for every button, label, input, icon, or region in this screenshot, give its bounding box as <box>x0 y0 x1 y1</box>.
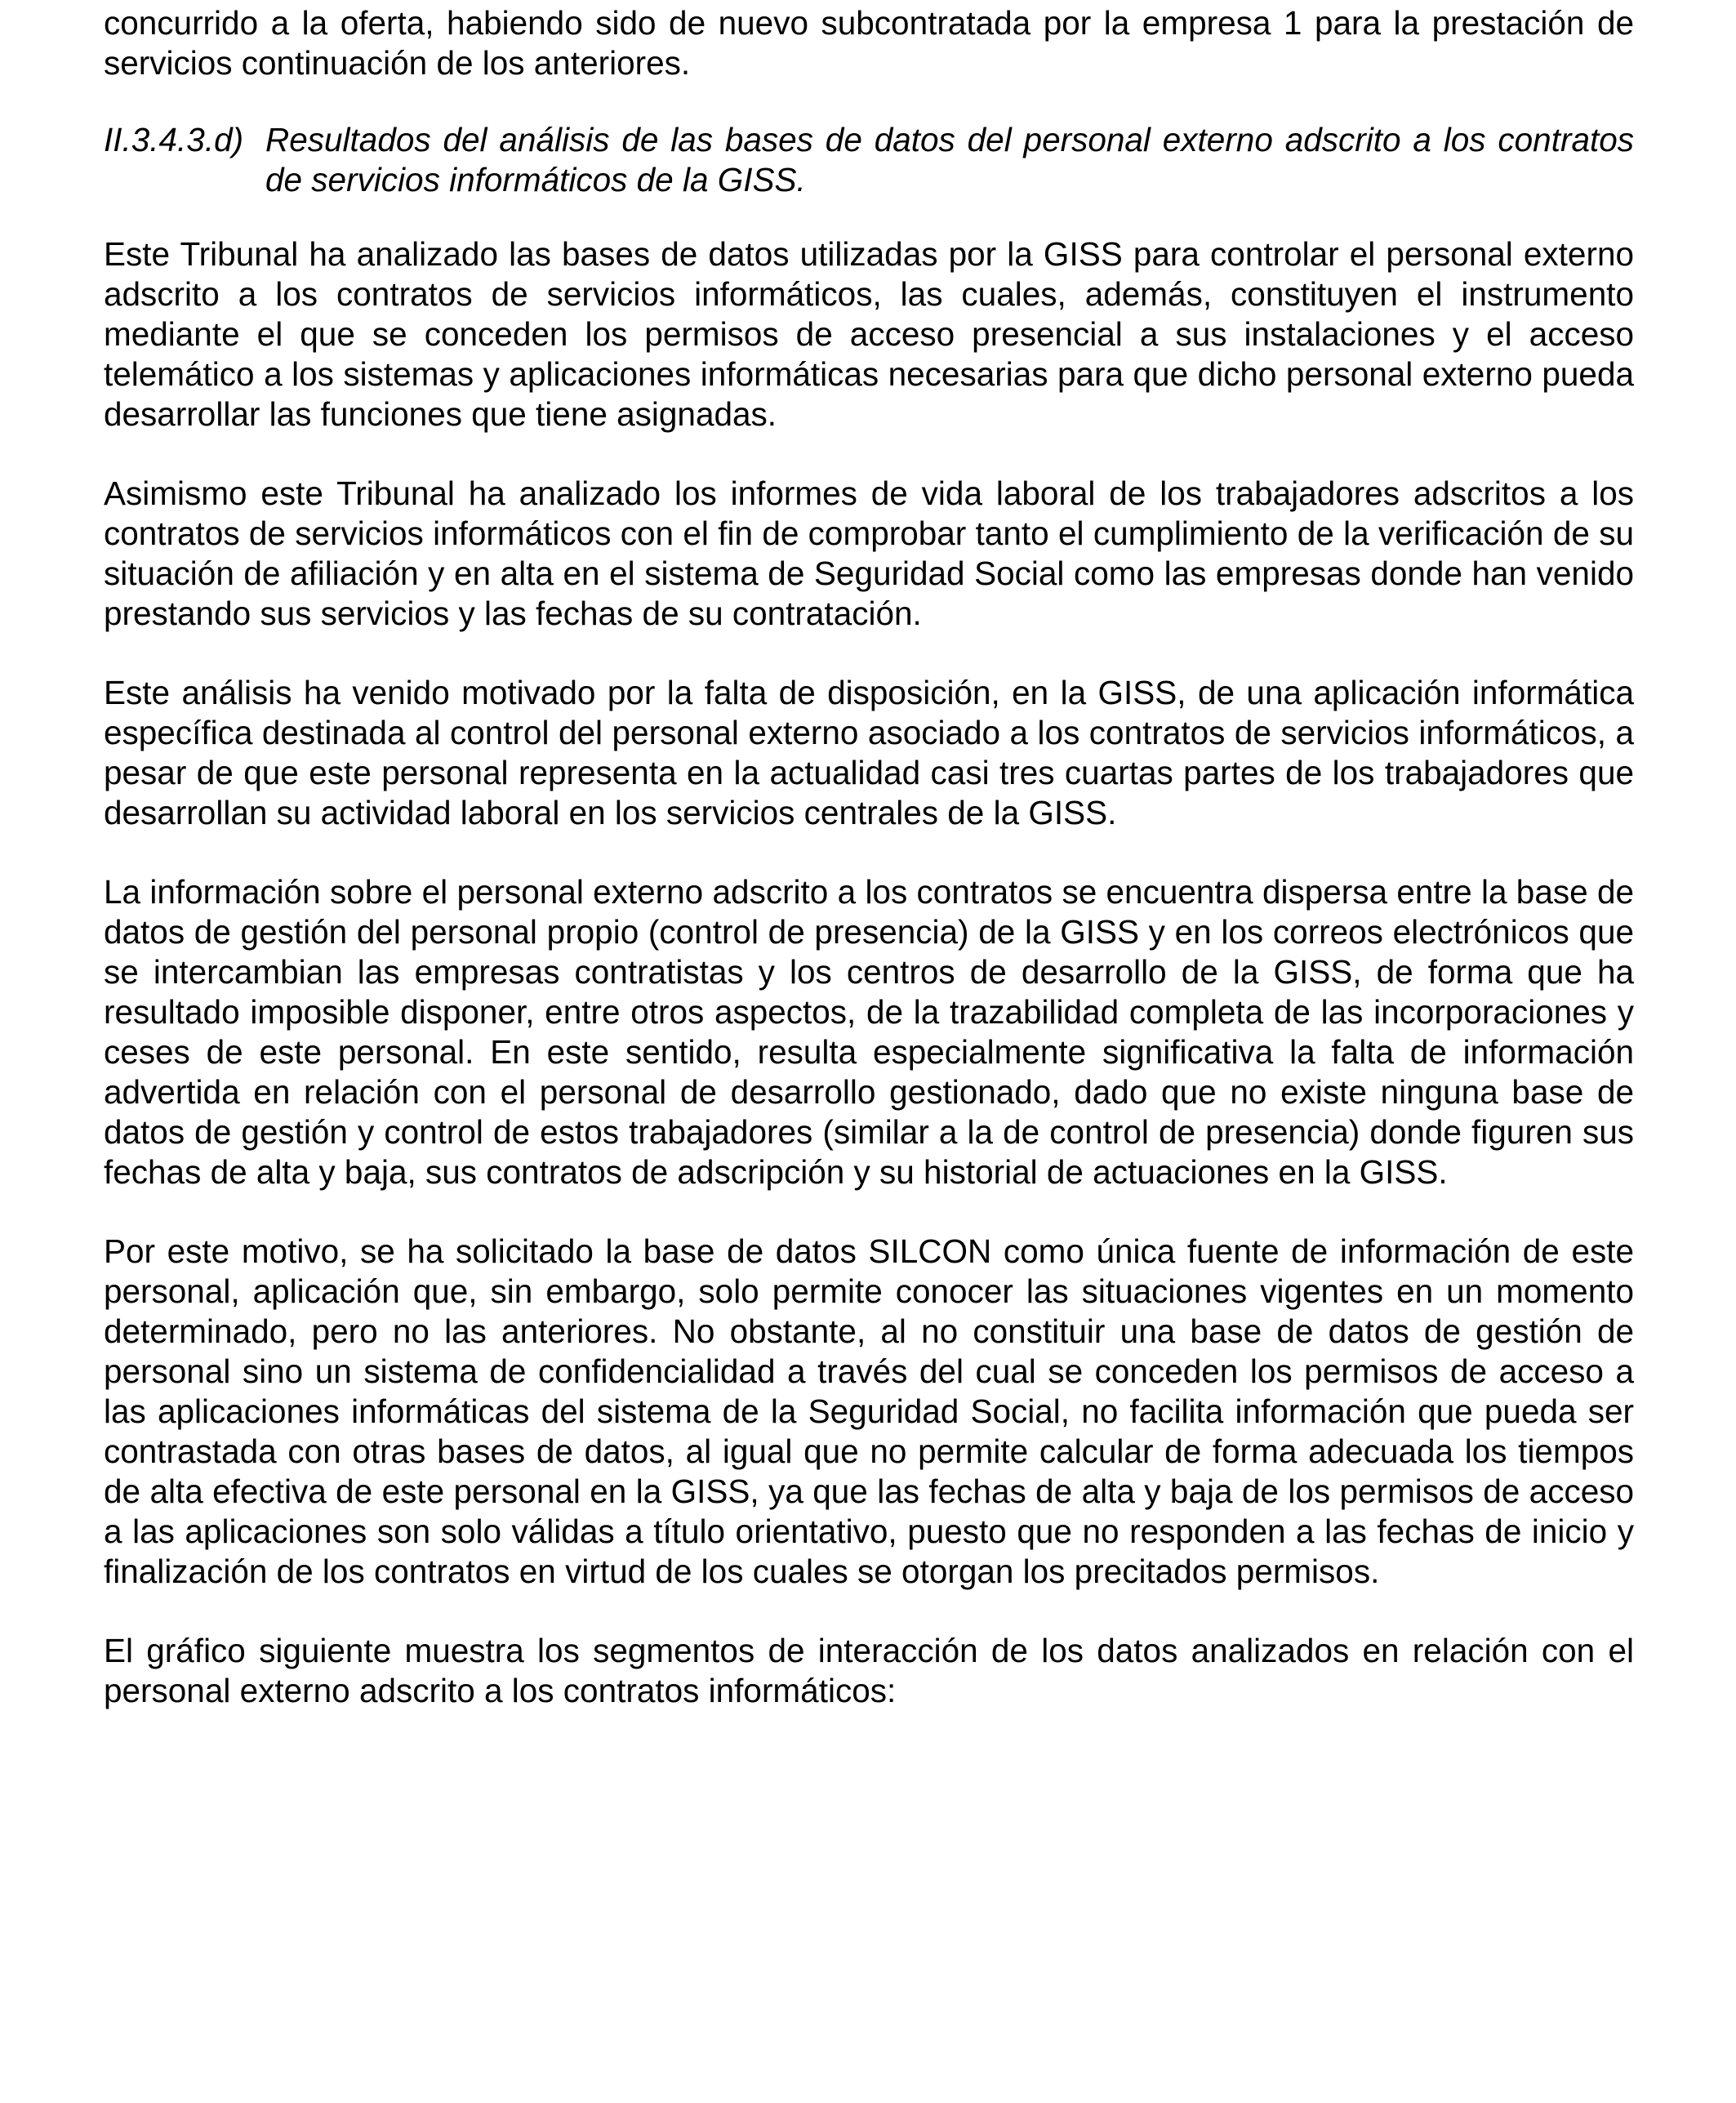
paragraph: Por este motivo, se ha solicitado la base de datos SILCON como única fuente de información de este personal, aplicación que, sin embargo, solo permite conocer las situaciones vigentes en un momento determinado, pero no las anteriores. No obstante, al no constituir una base de datos de gestión de personal sino un sistema de confidencialidad a través del cual se conceden los permisos de acceso a las aplicaciones informáticas del sistema de la Seguridad Social, no facilita información que pueda ser contrastada con otras bases de datos, al igual que no permite calcular de forma adecuada los tiempos de alta efectiva de este personal en la GISS, ya que las fechas de alta y baja de los permisos de acceso a las aplicaciones son solo válidas a título orientativo, puesto que no responden a las fechas de inicio y finalización de los contratos en virtud de los cuales se otorgan los precitados permisos. <box>104 1232 1634 1590</box>
paragraph: Este Tribunal ha analizado las bases de datos utilizadas por la GISS para controlar el personal externo adscrito a los contratos de servicios informáticos, las cuales, además, constituyen el instrumento mediante el que se conceden los permisos de acceso presencial a sus instalaciones y el acceso telemático a los sistemas y aplicaciones informáticas necesarias para que dicho personal externo pueda desarrollar las funciones que tiene asignadas. <box>104 235 1634 433</box>
paragraph: Este análisis ha venido motivado por la falta de disposición, en la GISS, de una aplicación informática específica destinada al control del personal externo asociado a los contratos de servicios informáticos, a pesar de que este personal representa en la actualidad casi tres cuartas partes de los trabajadores que desarrollan su actividad laboral en los servicios centrales de la GISS. <box>104 674 1634 831</box>
intro-paragraph: concurrido a la oferta, habiendo sido de nuevo subcontratada por la empresa 1 para la prestación de servicios continuación de los anteriores. <box>104 4 1634 82</box>
section-title: Resultados del análisis de las bases de datos del personal externo adscrito a los contratos de servicios informáticos de la GISS. <box>265 121 1634 198</box>
paragraph: La información sobre el personal externo adscrito a los contratos se encuentra dispersa entre la base de datos de gestión del personal propio (control de presencia) de la GISS y en los correos electrónicos que se intercambian las empresas contratistas y los centros de desarrollo de la GISS, de forma que ha resultado imposible disponer, entre otros aspectos, de la trazabilidad completa de las incorporaciones y ceses de este personal. En este sentido, resulta especialmente significativa la falta de información advertida en relación con el personal de desarrollo gestionado, dado que no existe ninguna base de datos de gestión y control de estos trabajadores (similar a la de control de presencia) donde figuren sus fechas de alta y baja, sus contratos de adscripción y su historial de actuaciones en la GISS. <box>104 873 1634 1191</box>
section-heading <box>104 120 1634 200</box>
document-page <box>104 3 1634 1750</box>
section-number: II.3.4.3.d) <box>104 121 244 158</box>
paragraph: Asimismo este Tribunal ha analizado los informes de vida laboral de los trabajadores adscritos a los contratos de servicios informáticos con el fin de comprobar tanto el cumplimiento de la verificación de su situación de afiliación y en alta en el sistema de Seguridad Social como las empresas donde han venido prestando sus servicios y las fechas de su contratación. <box>104 475 1634 632</box>
paragraph: El gráfico siguiente muestra los segmentos de interacción de los datos analizados en relación con el personal externo adscrito a los contratos informáticos: <box>104 1632 1634 1709</box>
